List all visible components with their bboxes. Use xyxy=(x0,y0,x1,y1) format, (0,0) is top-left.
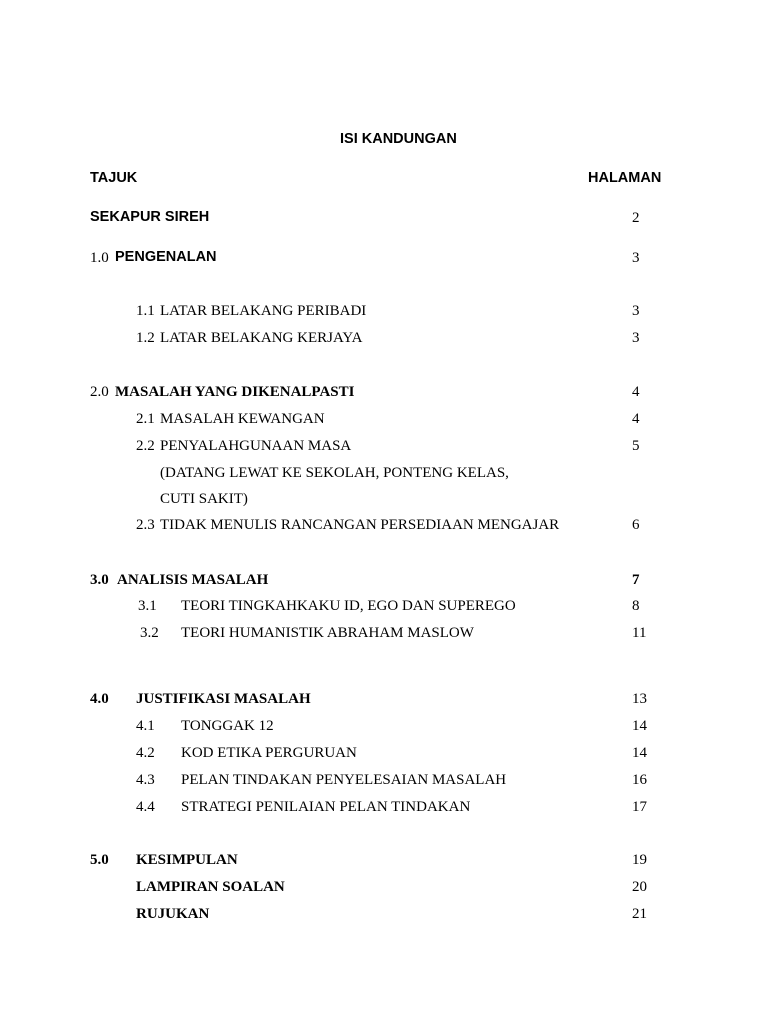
entry-page: 20 xyxy=(632,879,647,895)
entry-page: 13 xyxy=(632,691,647,707)
entry-page: 14 xyxy=(632,745,647,761)
column-header-title: TAJUK xyxy=(90,170,138,186)
entry-text: JUSTIFIKASI MASALAH xyxy=(136,691,311,707)
entry-number: 1.2 xyxy=(136,330,155,346)
entry-page: 8 xyxy=(632,598,640,614)
entry-page: 3 xyxy=(632,330,640,346)
entry-number: 3.1 xyxy=(138,598,157,614)
entry-text: TONGGAK 12 xyxy=(181,718,274,734)
entry-number: 3.2 xyxy=(140,625,159,641)
entry-text: ANALISIS MASALAH xyxy=(117,572,269,588)
entry-page: 16 xyxy=(632,772,647,788)
entry-text: STRATEGI PENILAIAN PELAN TINDAKAN xyxy=(181,799,471,815)
entry-number: 1.1 xyxy=(136,303,155,319)
entry-number: 2.0 xyxy=(90,384,109,400)
entry-number: 2.1 xyxy=(136,411,155,427)
entry-text: KOD ETIKA PERGURUAN xyxy=(181,745,357,761)
entry-page: 4 xyxy=(632,411,640,427)
entry-text: MASALAH KEWANGAN xyxy=(160,411,325,427)
entry-text: RUJUKAN xyxy=(136,906,210,922)
entry-number: 5.0 xyxy=(90,852,109,868)
entry-number: 3.0 xyxy=(90,572,109,588)
page-title: ISI KANDUNGAN xyxy=(340,131,457,147)
entry-text: LAMPIRAN SOALAN xyxy=(136,879,285,895)
entry-page: 11 xyxy=(632,625,647,641)
entry-page: 3 xyxy=(632,250,640,266)
entry-text: LATAR BELAKANG KERJAYA xyxy=(160,330,363,346)
entry-number: 4.2 xyxy=(136,745,155,761)
entry-page: 14 xyxy=(632,718,647,734)
entry-text: LATAR BELAKANG PERIBADI xyxy=(160,303,367,319)
entry-text-continuation: CUTI SAKIT) xyxy=(160,491,248,507)
entry-page: 4 xyxy=(632,384,640,400)
entry-text: KESIMPULAN xyxy=(136,852,238,868)
entry-number: 2.2 xyxy=(136,438,155,454)
entry-page: 5 xyxy=(632,438,640,454)
entry-text: PENYALAHGUNAAN MASA xyxy=(160,438,352,454)
entry-text: PENGENALAN xyxy=(115,249,217,265)
entry-text: SEKAPUR SIREH xyxy=(90,209,210,225)
entry-page: 19 xyxy=(632,852,647,868)
entry-text: TIDAK MENULIS RANCANGAN PERSEDIAAN MENGAJAR xyxy=(160,517,560,533)
entry-page: 3 xyxy=(632,303,640,319)
entry-number: 4.1 xyxy=(136,718,155,734)
entry-page: 7 xyxy=(632,572,640,588)
entry-number: 1.0 xyxy=(90,250,109,266)
entry-text-continuation: (DATANG LEWAT KE SEKOLAH, PONTENG KELAS, xyxy=(160,465,509,481)
column-header-page: HALAMAN xyxy=(588,170,662,186)
entry-page: 2 xyxy=(632,210,640,226)
entry-text: TEORI HUMANISTIK ABRAHAM MASLOW xyxy=(181,625,474,641)
entry-number: 4.0 xyxy=(90,691,109,707)
entry-page: 21 xyxy=(632,906,647,922)
entry-number: 4.4 xyxy=(136,799,155,815)
entry-page: 6 xyxy=(632,517,640,533)
entry-text: MASALAH YANG DIKENALPASTI xyxy=(115,384,355,400)
entry-number: 2.3 xyxy=(136,517,155,533)
entry-text: PELAN TINDAKAN PENYELESAIAN MASALAH xyxy=(181,772,507,788)
entry-text: TEORI TINGKAHKAKU ID, EGO DAN SUPEREGO xyxy=(181,598,516,614)
entry-number: 4.3 xyxy=(136,772,155,788)
entry-page: 17 xyxy=(632,799,647,815)
